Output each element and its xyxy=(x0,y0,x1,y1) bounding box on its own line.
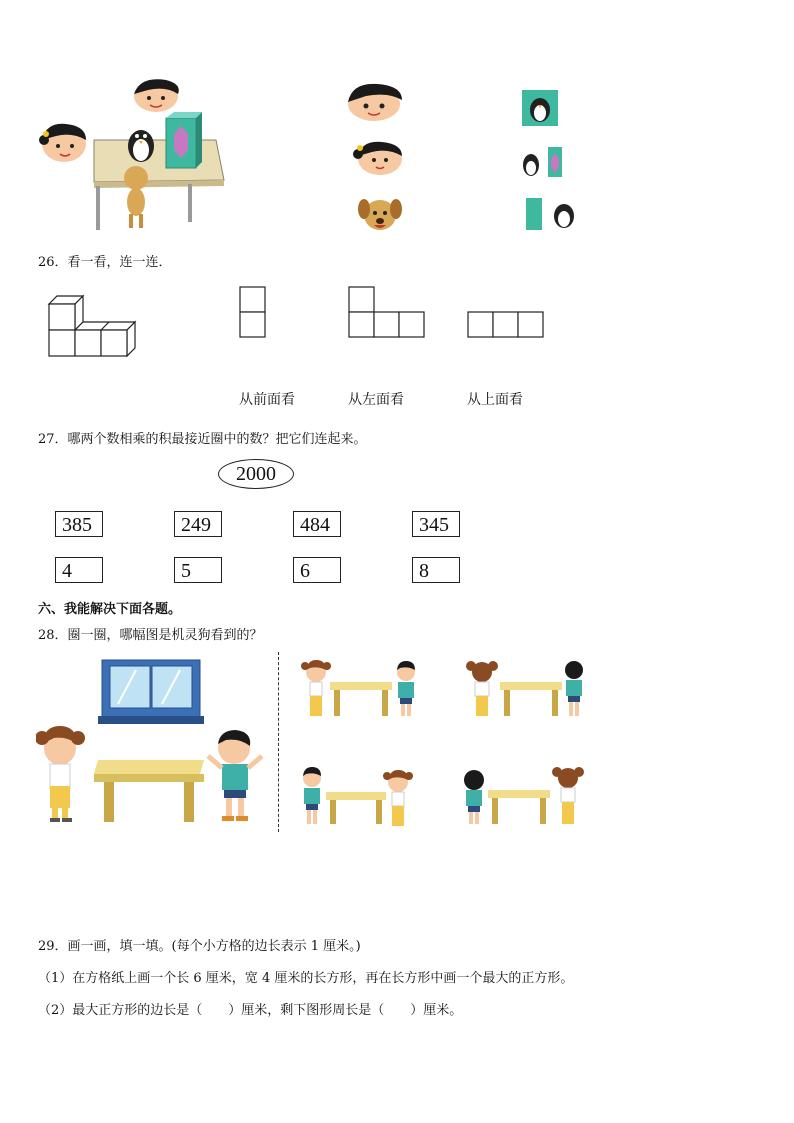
penguin-view-icon xyxy=(522,90,558,126)
q27-target-circle xyxy=(218,459,294,489)
q27-bottom-number-2: 5 xyxy=(174,557,222,583)
q29-part2: （2）最大正方形的边长是（ ）厘米，剩下图形周长是（ ）厘米。 xyxy=(38,1003,463,1018)
q28-title: 28．圈一圈，哪幅图是机灵狗看到的？ xyxy=(38,628,263,643)
q27-top-number-1: 385 xyxy=(55,511,103,537)
q27-bottom-number-3: 6 xyxy=(293,557,341,583)
q27-top-number-3: 484 xyxy=(293,511,341,537)
q27-target-value: 2000 xyxy=(236,463,276,485)
q26-title: 26．看一看，连一连． xyxy=(38,255,172,270)
box-penguin-side-view-icon xyxy=(524,196,580,232)
q26-label-top: 从上面看 xyxy=(467,392,523,408)
q28-divider-line xyxy=(278,652,279,832)
q26-label-front: 从前面看 xyxy=(239,392,295,408)
q28-option-3[interactable] xyxy=(292,764,424,830)
q27-bottom-number-1: 4 xyxy=(55,557,103,583)
q27-top-number-4: 345 xyxy=(412,511,460,537)
q27-title: 27．哪两个数相乘的积最接近圈中的数？把它们连起来。 xyxy=(38,432,367,447)
dog-face-icon xyxy=(356,195,404,233)
q28-option-2[interactable] xyxy=(462,656,594,722)
q26-label-left: 从左面看 xyxy=(348,392,404,408)
q26-view-shape-c xyxy=(467,311,547,339)
q28-main-scene xyxy=(36,656,268,828)
q29-part1: （1）在方格纸上画一个长 6 厘米，宽 4 厘米的长方形，再在长方形中画一个最大的正方形。 xyxy=(38,971,574,986)
q25-scene-illustration xyxy=(36,78,226,234)
q27-top-number-2: 249 xyxy=(174,511,222,537)
section6-title: 六、我能解决下面各题。 xyxy=(38,602,182,617)
girl-face-icon xyxy=(350,138,406,176)
boy-face-icon xyxy=(344,82,406,122)
q26-view-shape-b xyxy=(348,286,428,340)
q29-title: 29．画一画，填一填。(每个小方格的边长表示 1 厘米。) xyxy=(38,939,361,954)
penguin-box-side-view-icon xyxy=(520,145,566,179)
q28-option-1[interactable] xyxy=(296,656,428,722)
q26-cube-stack xyxy=(47,294,139,360)
q27-bottom-number-4: 8 xyxy=(412,557,460,583)
q26-view-shape-a xyxy=(239,286,267,340)
q28-option-4[interactable] xyxy=(456,764,592,830)
